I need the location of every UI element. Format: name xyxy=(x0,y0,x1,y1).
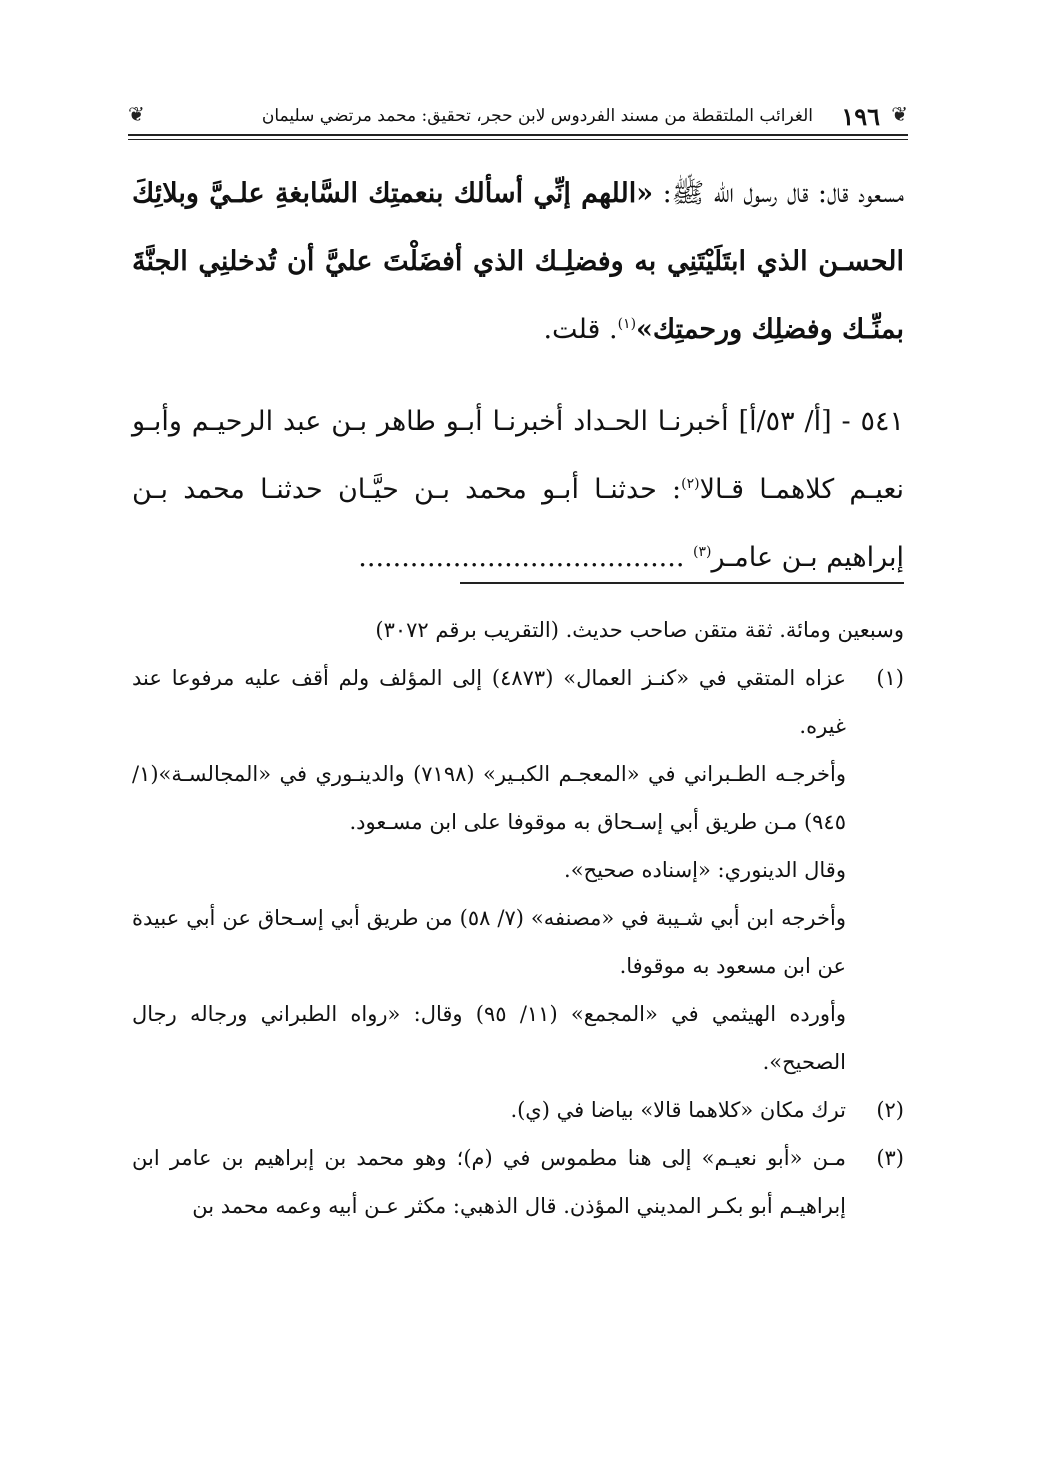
ornament-left-icon: ❦ xyxy=(128,102,145,126)
footnotes xyxy=(132,606,904,1230)
paragraph-end: . قلت. xyxy=(543,314,618,345)
header-rule xyxy=(128,134,908,136)
footnote-number: (٢) xyxy=(876,1098,904,1122)
ornament-right-icon: ❦ xyxy=(891,102,908,126)
hadith-text: «اللهم إنِّي أسألك بنعمتِك السَّابغةِ علـيَّ وبلائِكَ الحسـن الذي ابتَلَيْتَنِي به وفضلِـك الذي أفضَلْتَ عليَّ أن تُدخلنِي الجنَّةَ بمنِّـك وفضلِك ورحمتِك» xyxy=(132,178,904,345)
footnote-continuation: وسبعين ومائة. ثقة متقن صاحب حديث. (التقريب برقم ٣٠٧٢) xyxy=(375,618,904,642)
footnote-paragraph: وأورده الهيثمي في «المجمع» (١١/ ٩٥) وقال: «رواه الطبراني ورجاله رجال الصحيح». xyxy=(132,1002,846,1074)
footnote-body xyxy=(132,654,846,1086)
paragraph-hadith xyxy=(132,160,904,364)
footnote-paragraph: ترك مكان «كلاهما قالا» بياضا في (ي). xyxy=(510,1098,846,1122)
isnad-dots: ...................................... xyxy=(358,542,693,573)
footnote-paragraph: وأخرجـه الطـبراني في «المعجـم الكبـير» (٧١٩٨) والدينـوري في «المجالسـة»(١/ ٩٤٥) مـن طريق أبي إسـحاق به موقوفا على ابن مسـعود. xyxy=(132,762,846,834)
footnote-paragraph: مـن «أبو نعيـم» إلى هنا مطموس في (م)؛ وهو محمد بن إبراهيم بن عامر ابن إبراهيـم أبو بكـر المديني المؤذن. قال الذهبي: مكثر عـن أبيه وعمه محمد بن xyxy=(132,1146,846,1218)
footnote-paragraph: عزاه المتقي في «كنـز العمال» (٤٨٧٣) إلى المؤلف ولم أقف عليه مرفوعا عند غيره. xyxy=(132,666,846,738)
footnote-ref-1: (١) xyxy=(617,316,637,332)
hadith-intro: مسعود قال: قال رسول الله ﷺ: xyxy=(653,178,904,209)
footnote-paragraph: وأخرجه ابن أبي شـيبة في «مصنفه» (٧/ ٥٨) من طريق أبي إسـحاق عن أبي عبيدة عن ابن مسعود به موقوفا. xyxy=(132,906,846,978)
footnote-ref-2: (٢) xyxy=(681,476,700,492)
footnote-item xyxy=(132,1134,904,1230)
main-text xyxy=(132,160,904,592)
running-title: الغرائب الملتقطة من مسند الفردوس لابن حجر، تحقيق: محمد مرتضي سليمان xyxy=(261,106,813,126)
footnote-item xyxy=(132,654,904,1086)
footnote-item xyxy=(132,1086,904,1134)
isnad-text: ٥٤١ - [أ/ ٥٣/أ] أخبرنـا الحـداد أخبرنـا أبـو طاهر بـن عبد الرحيـم وأبـو نعيـم كلاهمـا قـالا xyxy=(132,406,905,505)
isnad-middle: : حدثنـا أبـو محمد بـن حيَّـان حدثنـا محمد بـن إبراهيم بـن عامـر xyxy=(132,474,904,573)
running-header xyxy=(128,100,908,136)
header-rule-thin xyxy=(128,139,908,140)
footnote-number: (١) xyxy=(876,666,904,690)
footnote-ref-3: (٣) xyxy=(693,544,712,560)
footnote-separator xyxy=(460,582,904,584)
footnote-number: (٣) xyxy=(876,1146,904,1170)
paragraph-isnad xyxy=(132,388,904,592)
page-number: ١٩٦ xyxy=(841,102,880,131)
footnote-paragraph: وقال الدينوري: «إسناده صحيح». xyxy=(564,858,846,882)
footnote-body xyxy=(132,1134,846,1230)
footnote-body xyxy=(132,1086,846,1134)
